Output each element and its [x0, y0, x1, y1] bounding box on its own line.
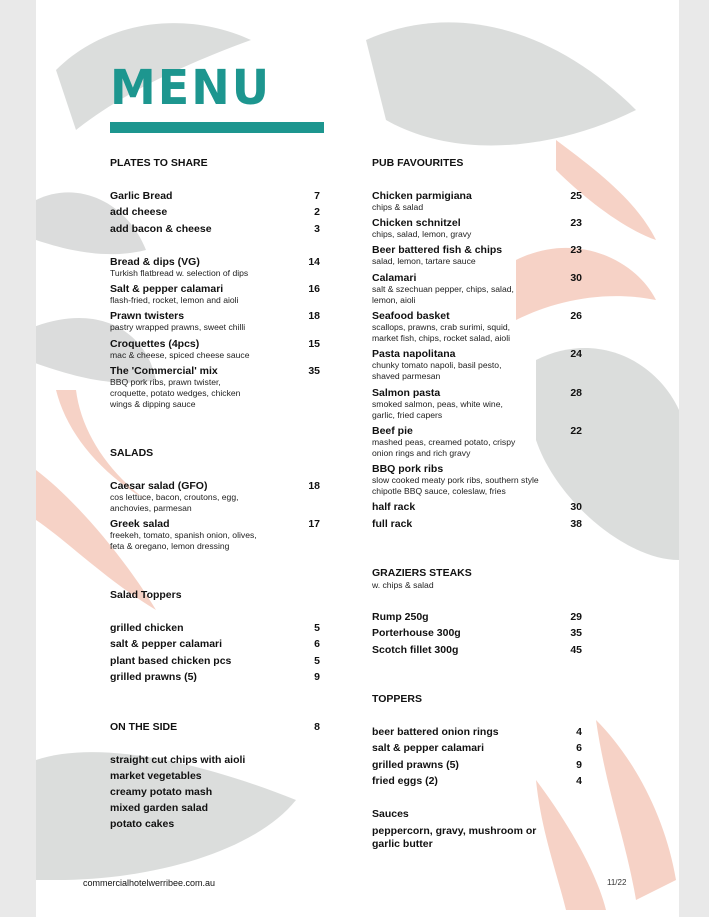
- left-column: [110, 157, 320, 857]
- item-name: grilled chicken: [110, 622, 184, 634]
- menu-item: [372, 501, 582, 513]
- item-name: Seafood basket: [372, 310, 450, 322]
- item-price: 7: [314, 190, 320, 202]
- menu-item: [110, 206, 320, 218]
- item-description: onion rings and rich gravy: [372, 448, 471, 458]
- item-price: 18: [308, 480, 320, 492]
- section-heading-toppers: TOPPERS: [372, 693, 422, 705]
- menu-item: [110, 655, 320, 667]
- side-item: [110, 802, 320, 814]
- section-heading-salad-toppers: Salad Toppers: [110, 589, 182, 601]
- item-name: Beef pie: [372, 425, 413, 437]
- item-name: Rump 250g: [372, 611, 429, 623]
- item-name: Calamari: [372, 272, 417, 284]
- item-name: Bread & dips (VG): [110, 256, 200, 268]
- item-name: Garlic Bread: [110, 190, 173, 202]
- item-price: 26: [570, 310, 582, 322]
- item-name: potato cakes: [110, 818, 175, 830]
- section-heading-steaks: GRAZIERS STEAKS: [372, 567, 472, 579]
- item-description: freekeh, tomato, spanish onion, olives,: [110, 530, 257, 540]
- item-description: market fish, chips, rocket salad, aioli: [372, 333, 511, 343]
- menu-item: [372, 518, 582, 530]
- item-price: 6: [314, 638, 320, 650]
- menu-item: [110, 310, 320, 333]
- item-price: 14: [308, 256, 320, 268]
- item-name: Croquettes (4pcs): [110, 338, 200, 350]
- item-price: 16: [308, 283, 320, 295]
- item-price: 30: [570, 272, 582, 284]
- item-description: smoked salmon, peas, white wine,: [372, 399, 503, 409]
- item-description: BBQ pork ribs, prawn twister,: [110, 377, 221, 387]
- side-item: [110, 754, 320, 766]
- item-description: Turkish flatbread w. selection of dips: [110, 268, 249, 278]
- menu-item: [110, 283, 320, 306]
- item-description: chunky tomato napoli, basil pesto,: [372, 360, 502, 370]
- item-name: grilled prawns (5): [372, 759, 459, 771]
- item-price: 23: [570, 244, 582, 256]
- item-price: 23: [570, 217, 582, 229]
- item-name: straight cut chips with aioli: [110, 754, 246, 766]
- item-name: Chicken schnitzel: [372, 217, 461, 229]
- menu-item: [372, 775, 582, 787]
- item-price: 8: [314, 721, 320, 733]
- menu-item: [372, 463, 582, 497]
- item-name: grilled prawns (5): [110, 671, 197, 683]
- item-price: 28: [570, 387, 582, 399]
- sauces-list: garlic butter: [372, 838, 433, 850]
- item-price: 17: [308, 518, 320, 530]
- menu-item: [372, 644, 582, 656]
- item-description: garlic, fried capers: [372, 410, 443, 420]
- item-name: beer battered onion rings: [372, 726, 499, 738]
- item-name: Scotch fillet 300g: [372, 644, 459, 656]
- menu-item: [110, 190, 320, 202]
- item-name: full rack: [372, 518, 413, 530]
- item-description: wings & dipping sauce: [110, 399, 196, 409]
- item-name: Beer battered fish & chips: [372, 244, 503, 256]
- item-description: pastry wrapped prawns, sweet chilli: [110, 322, 246, 332]
- side-item: [110, 786, 320, 798]
- title-underline-bar: [110, 122, 324, 133]
- item-name: salt & pepper calamari: [110, 638, 223, 650]
- item-name: Chicken parmigiana: [372, 190, 472, 202]
- item-price: 29: [570, 611, 582, 623]
- item-name: add cheese: [110, 206, 168, 218]
- item-description: anchovies, parmesan: [110, 503, 192, 513]
- menu-item: [110, 622, 320, 634]
- section-heading-on-the-side: ON THE SIDE: [110, 721, 178, 733]
- item-price: 9: [314, 671, 320, 683]
- item-price: 35: [308, 365, 320, 377]
- menu-item: [110, 638, 320, 650]
- menu-item: [110, 671, 320, 683]
- sauces-list: peppercorn, gravy, mushroom or: [372, 825, 537, 837]
- item-description: croquette, potato wedges, chicken: [110, 388, 241, 398]
- website-footer: commercialhotelwerribee.com.au: [83, 878, 216, 888]
- menu-item: [372, 425, 582, 459]
- item-name: salt & pepper calamari: [372, 742, 485, 754]
- item-price: 2: [314, 206, 320, 218]
- item-description: cos lettuce, bacon, croutons, egg,: [110, 492, 239, 502]
- item-description: chips, salad, lemon, gravy: [372, 229, 472, 239]
- item-name: plant based chicken pcs: [110, 655, 232, 667]
- menu-item: [372, 627, 582, 639]
- item-name: fried eggs (2): [372, 775, 438, 787]
- item-price: 9: [576, 759, 582, 771]
- item-price: 38: [570, 518, 582, 530]
- side-item: [110, 818, 320, 830]
- menu-item: [372, 742, 582, 754]
- item-price: 4: [576, 775, 582, 787]
- menu-item: [110, 338, 320, 361]
- menu-item: [110, 518, 320, 552]
- item-description: lemon, aioli: [372, 295, 416, 305]
- section-subheading: w. chips & salad: [372, 580, 434, 590]
- menu-item: [372, 611, 582, 623]
- item-name: Porterhouse 300g: [372, 627, 461, 639]
- item-price: 15: [308, 338, 320, 350]
- item-name: market vegetables: [110, 770, 202, 782]
- item-price: 4: [576, 726, 582, 738]
- item-name: Salmon pasta: [372, 387, 441, 399]
- item-description: feta & oregano, lemon dressing: [110, 541, 230, 551]
- item-price: 3: [314, 223, 320, 235]
- item-name: add bacon & cheese: [110, 223, 212, 235]
- item-description: scallops, prawns, crab surimi, squid,: [372, 322, 511, 332]
- menu-item: [372, 387, 582, 421]
- menu-item: [110, 365, 320, 410]
- menu-item: [372, 190, 582, 213]
- item-price: 35: [570, 627, 582, 639]
- item-price: 22: [570, 425, 582, 437]
- item-name: mixed garden salad: [110, 802, 209, 814]
- side-heading-row: [110, 721, 320, 733]
- item-price: 45: [570, 644, 582, 656]
- item-name: Caesar salad (GFO): [110, 480, 208, 492]
- item-name: creamy potato mash: [110, 786, 213, 798]
- menu-item: [372, 348, 582, 382]
- right-column: [372, 157, 582, 857]
- menu-item: [110, 256, 320, 279]
- page-number: 11/22: [607, 878, 627, 887]
- item-name: BBQ pork ribs: [372, 463, 444, 475]
- item-description: mashed peas, creamed potato, crispy: [372, 437, 516, 447]
- item-price: 5: [314, 622, 320, 634]
- item-description: chipotle BBQ sauce, coleslaw, fries: [372, 486, 506, 496]
- section-heading-plates: PLATES TO SHARE: [110, 157, 208, 169]
- item-name: Pasta napolitana: [372, 348, 456, 360]
- item-price: 18: [308, 310, 320, 322]
- menu-item: [372, 310, 582, 344]
- menu-page: [36, 0, 679, 917]
- item-description: flash-fried, rocket, lemon and aioli: [110, 295, 239, 305]
- menu-item: [110, 223, 320, 235]
- item-price: 30: [570, 501, 582, 513]
- menu-item: [372, 759, 582, 771]
- item-name: half rack: [372, 501, 416, 513]
- menu-item: [110, 480, 320, 514]
- item-name: Greek salad: [110, 518, 170, 530]
- section-heading-pub-favourites: PUB FAVOURITES: [372, 157, 464, 169]
- item-name: Salt & pepper calamari: [110, 283, 224, 295]
- item-price: 24: [570, 348, 582, 360]
- page-title: MENU: [110, 58, 272, 116]
- menu-item: [372, 217, 582, 240]
- item-description: chips & salad: [372, 202, 424, 212]
- section-heading-sauces: Sauces: [372, 808, 409, 820]
- menu-item: [372, 272, 582, 306]
- section-heading-salads: SALADS: [110, 447, 154, 459]
- item-name: The 'Commercial' mix: [110, 365, 218, 377]
- item-price: 25: [570, 190, 582, 202]
- item-description: mac & cheese, spiced cheese sauce: [110, 350, 250, 360]
- item-price: 5: [314, 655, 320, 667]
- item-price: 6: [576, 742, 582, 754]
- item-name: Prawn twisters: [110, 310, 185, 322]
- item-description: shaved parmesan: [372, 371, 441, 381]
- side-item: [110, 770, 320, 782]
- item-description: salt & szechuan pepper, chips, salad,: [372, 284, 514, 294]
- menu-item: [372, 244, 582, 267]
- item-description: slow cooked meaty pork ribs, southern style: [372, 475, 539, 485]
- item-description: salad, lemon, tartare sauce: [372, 256, 476, 266]
- menu-item: [372, 726, 582, 738]
